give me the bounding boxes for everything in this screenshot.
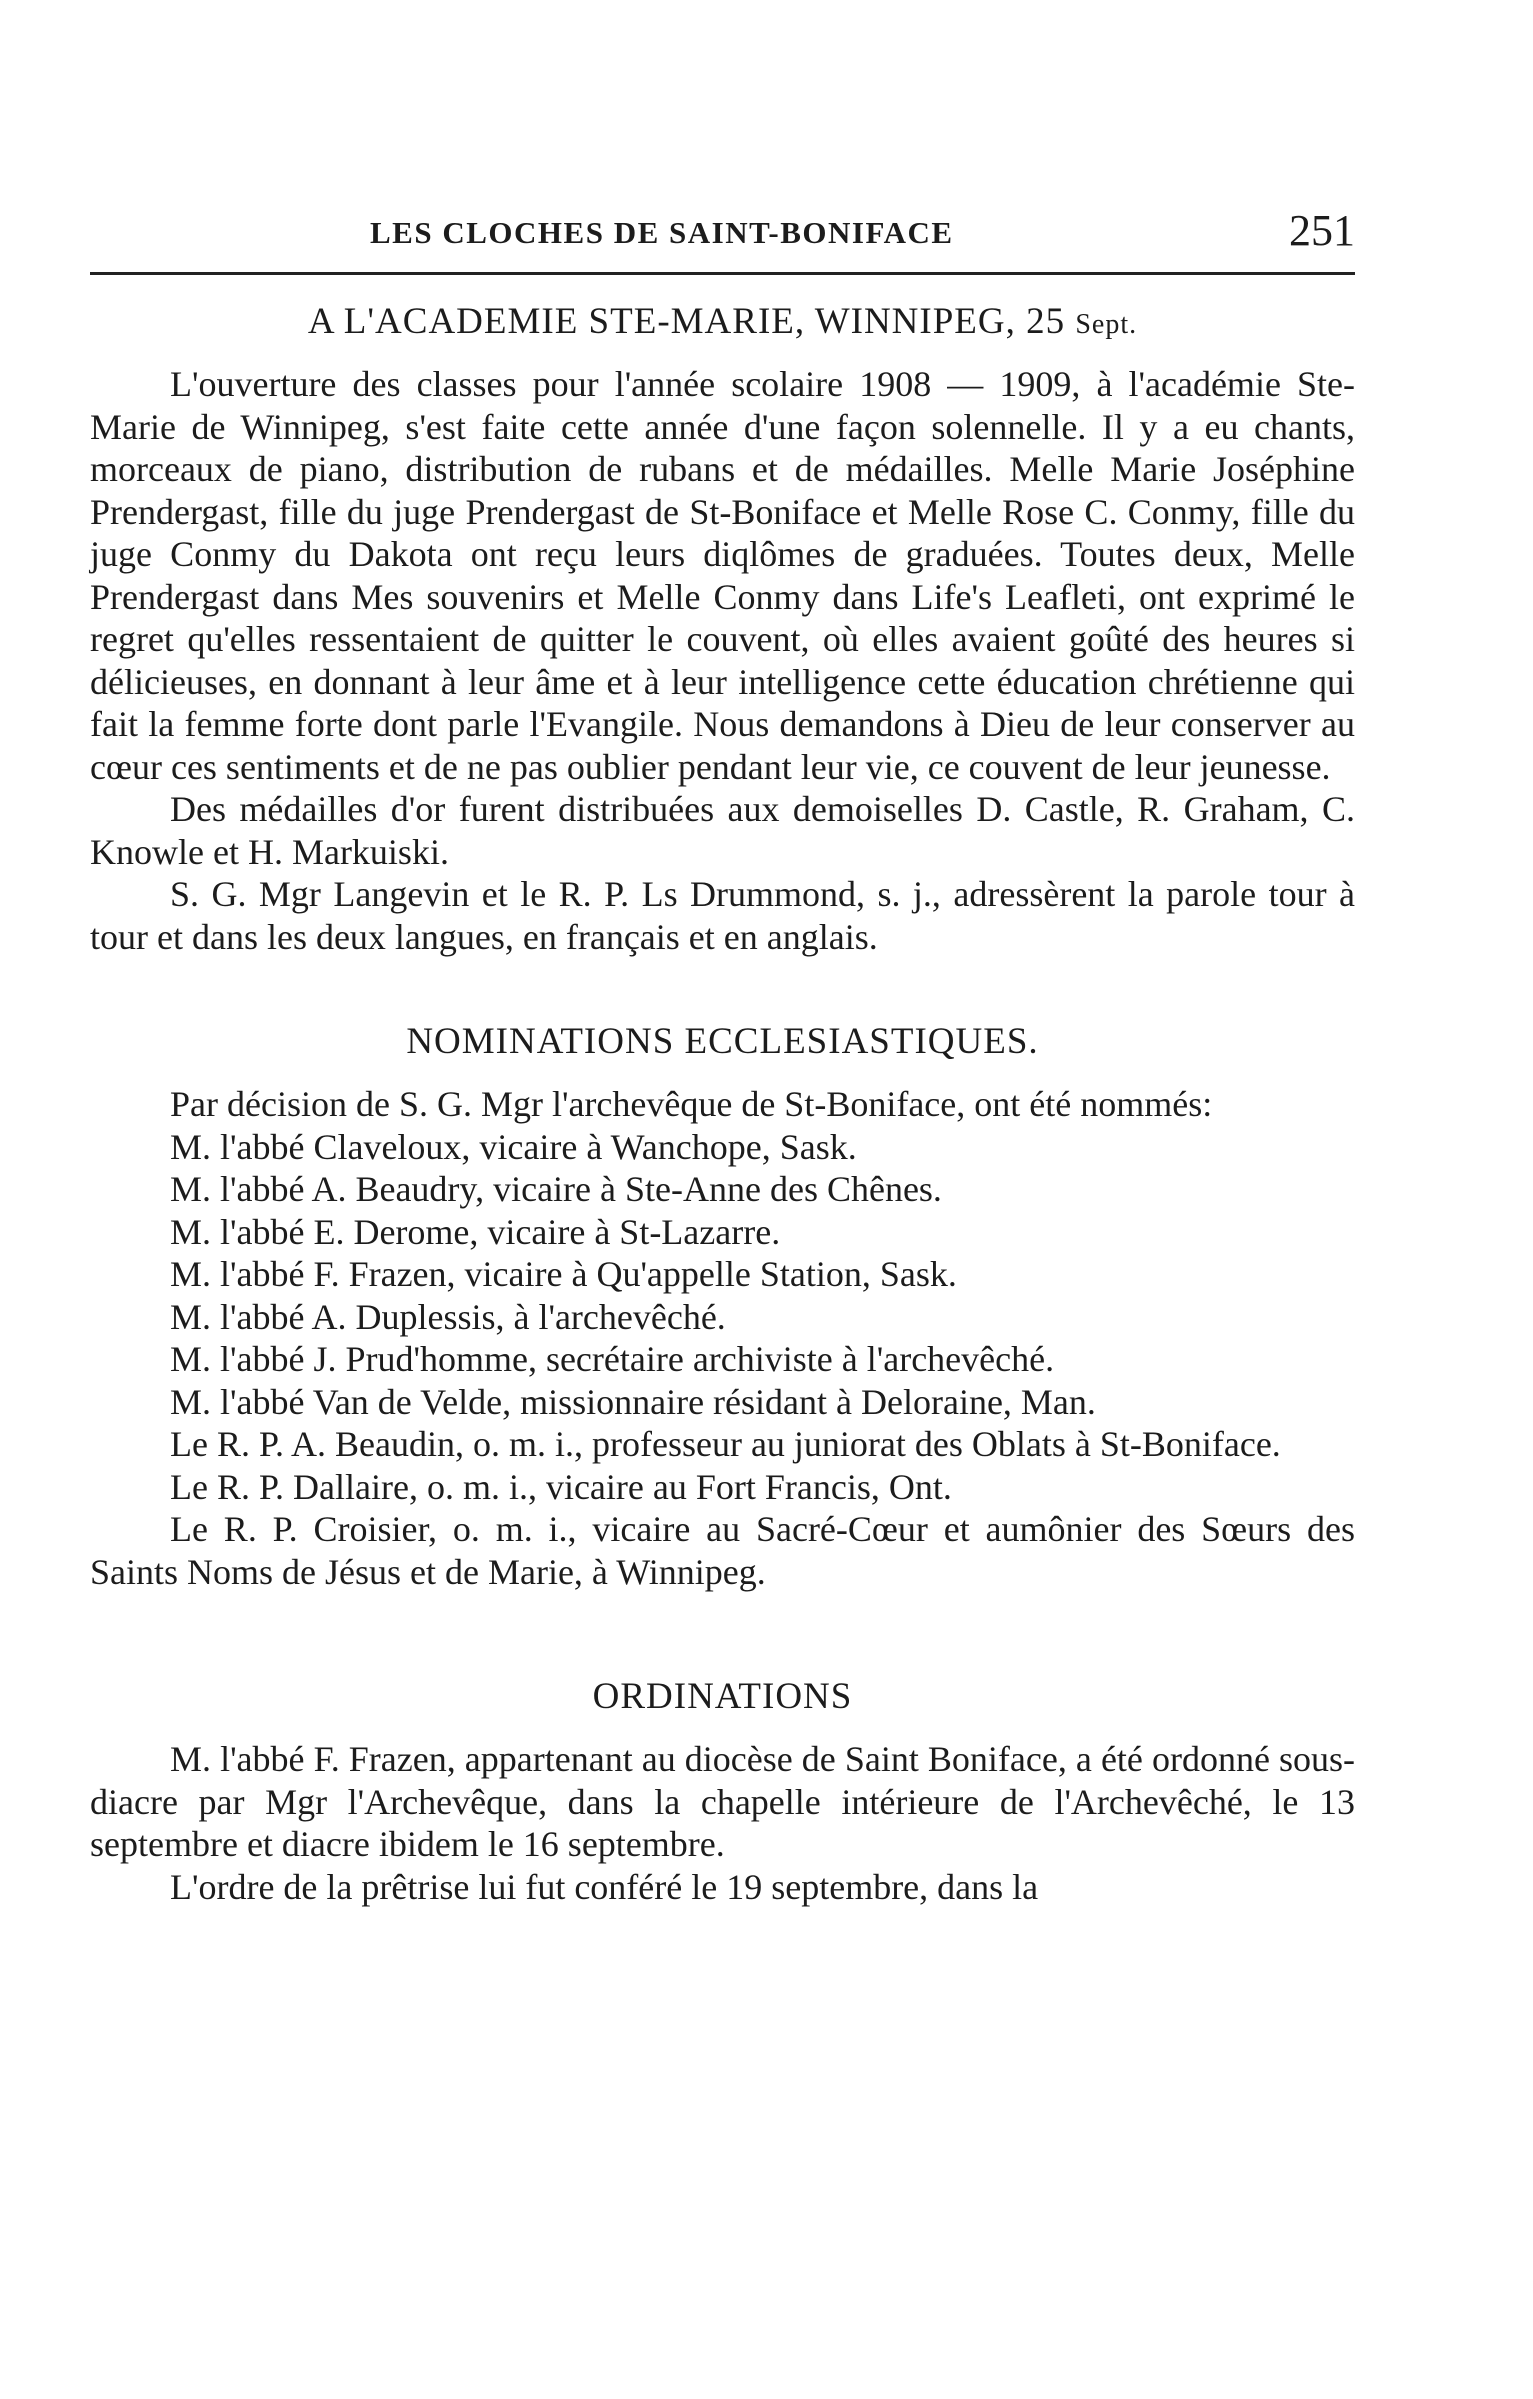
- section-academie: [90, 300, 1355, 958]
- section-nominations: [90, 1020, 1355, 1593]
- section-title-ordinations: ORDINATIONS: [592, 1676, 853, 1717]
- list-item: M. l'abbé F. Frazen, vicaire à Qu'appelle Station, Sask.: [170, 1254, 957, 1294]
- list-item: M. l'abbé J. Prud'homme, secrétaire archiviste à l'archevêché.: [170, 1339, 1055, 1379]
- paragraph: Des médailles d'or furent distribuées aux demoiselles D. Castle, R. Graham, C. Knowle et H. Markuiski.: [90, 789, 1355, 872]
- list-item: Le R. P. Dallaire, o. m. i., vicaire au Fort Francis, Ont.: [170, 1466, 952, 1507]
- paragraph: L'ordre de la prêtrise lui fut conféré le 19 septembre, dans la: [170, 1866, 1039, 1907]
- list-item: M. l'abbé E. Derome, vicaire à St-Lazarre.: [170, 1211, 781, 1252]
- list-item: M. l'abbé A. Beaudry, vicaire à Ste-Anne des Chênes.: [170, 1169, 942, 1209]
- section-title-academie-text: A L'ACADEMIE STE-MARIE, WINNIPEG, 25: [307, 301, 1066, 342]
- paragraph: M. l'abbé F. Frazen, appartenant au diocèse de Saint Boniface, a été ordonné sous-diacre par Mgr l'Archevêque, dans la chapelle intérieure de l'Archevêché, le 13 septembre et diacre ibidem le 16 septembre.: [90, 1739, 1355, 1864]
- page-body: [90, 300, 1355, 1908]
- paragraph: L'ouverture des classes pour l'année scolaire 1908 — 1909, à l'académie Ste-Marie de Winnipeg, s'est faite cette année d'une façon solennelle. Il y a eu chants, morceaux de piano, distribution de rubans et de médailles. Melle Marie Joséphine Prendergast, fille du juge Prendergast de St-Boniface et Melle Rose C. Conmy, fille du juge Conmy du Dakota ont reçu leurs diqlômes de graduées. Toutes deux, Melle Prendergast dans Mes souvenirs et Melle Conmy dans Life's Leafleti, ont exprimé le regret qu'elles ressentaient de quitter le couvent, où elles avaient goûté des heures si délicieuses, en donnant à leur âme et à leur intelligence cette éducation chrétienne qui fait la femme forte dont parle l'Evangile. Nous demandons à Dieu de leur conserver au cœur ces sentiments et de ne pas oublier pendant leur vie, ce couvent de leur jeunesse.: [90, 364, 1355, 787]
- header-rule: [90, 272, 1355, 275]
- page-header: [90, 205, 1355, 265]
- section-title-nominations: NOMINATIONS ECCLESIASTIQUES.: [406, 1021, 1039, 1062]
- list-item: M. l'abbé A. Duplessis, à l'archevêché.: [170, 1296, 726, 1337]
- paragraph: S. G. Mgr Langevin et le R. P. Ls Drummond, s. j., adressèrent la parole tour à tour et dans les deux langues, en français et en anglais.: [90, 874, 1355, 957]
- page-number: 251: [1289, 206, 1355, 255]
- section-ordinations: [90, 1675, 1355, 1908]
- section-title-academie: [90, 300, 1355, 343]
- list-item: Le R. P. A. Beaudin, o. m. i., professeur au juniorat des Oblats à St-Boniface.: [170, 1424, 1281, 1464]
- paragraph: Par décision de S. G. Mgr l'archevêque de St-Boniface, ont été nommés:: [170, 1084, 1213, 1124]
- list-item: Le R. P. Croisier, o. m. i., vicaire au Sacré-Cœur et aumônier des Sœurs des Saints Noms de Jésus et de Marie, à Winnipeg.: [90, 1509, 1355, 1592]
- section-title-academie-month: Sept.: [1075, 309, 1138, 340]
- list-item: M. l'abbé Claveloux, vicaire à Wanchope, Sask.: [170, 1126, 857, 1167]
- running-title: LES CLOCHES DE SAINT-BONIFACE: [370, 215, 954, 250]
- list-item: M. l'abbé Van de Velde, missionnaire résidant à Deloraine, Man.: [170, 1381, 1096, 1422]
